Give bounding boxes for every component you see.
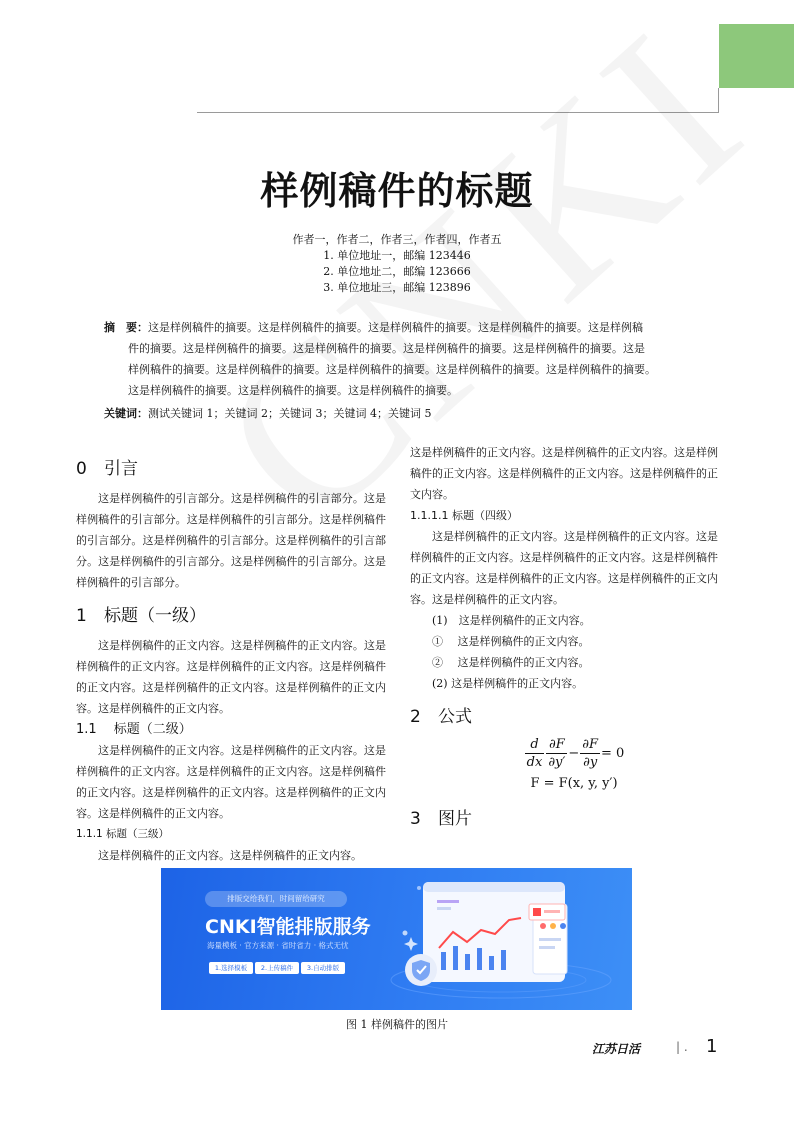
abstract-line: 这是样例稿件的摘要。这是样例稿件的摘要。这是样例稿件的摘要。 xyxy=(128,384,458,397)
affiliation: 2. 单位地址二，邮编 123666 xyxy=(323,265,471,278)
subsection-heading: 1.1 标题（二级） xyxy=(76,722,192,737)
author-list: 作者一，作者二，作者三，作者四，作者五 xyxy=(292,233,502,246)
paragraph: 这是样例稿件的正文内容。这是样例稿件的正文内容。这是样例稿件的正文内容。这是样例稿件的正文内容。这是样例稿件的正文内容。 xyxy=(410,446,718,501)
abstract-line: 件的摘要。这是样例稿件的摘要。这是样例稿件的摘要。这是样例稿件的摘要。这是样例稿件的摘要。这是 xyxy=(128,342,645,355)
section-heading: 2 公式 xyxy=(410,707,472,727)
equation-2: F = F(x, y, y′) xyxy=(530,776,618,791)
fraction: $\frac{d}{dx}$ xyxy=(526,737,543,770)
footer-brand: 江苏日活 xyxy=(592,1042,641,1056)
figure-caption: 图 1 样例稿件的图片 xyxy=(346,1018,448,1031)
author-block xyxy=(0,232,794,296)
footer-separator: | . xyxy=(676,1040,688,1054)
header-green-block xyxy=(719,24,794,88)
paragraph: 这是样例稿件的正文内容。这是样例稿件的正文内容。这是样例稿件的正文内容。这是样例稿件的正文内容。这是样例稿件的正文内容。这是样例稿件的正文内容。这是样例稿件的正文内容。这是样例稿件的正文内容。 xyxy=(76,639,386,715)
paragraph: 这是样例稿件的正文内容。这是样例稿件的正文内容。这是样例稿件的正文内容。这是样例稿件的正文内容。这是样例稿件的正文内容。这是样例稿件的正文内容。这是样例稿件的正文内容。这是样例稿件的正文内容。 xyxy=(76,744,386,820)
paper-title: 样例稿件的标题 xyxy=(260,169,534,213)
list-item: ② 这是样例稿件的正文内容。 xyxy=(432,656,590,669)
list-item: ① 这是样例稿件的正文内容。 xyxy=(432,635,590,648)
paragraph: 这是样例稿件的正文内容。这是样例稿件的正文内容。 xyxy=(98,849,362,862)
affiliation: 3. 单位地址三，邮编 123896 xyxy=(323,281,471,294)
paragraph: 这是样例稿件的正文内容。这是样例稿件的正文内容。这是样例稿件的正文内容。这是样例稿件的正文内容。这是样例稿件的正文内容。这是样例稿件的正文内容。这是样例稿件的正文内容。这是样例稿件的正文内容。 xyxy=(410,530,718,606)
banner-step: 1.选择模板 xyxy=(209,962,253,974)
right-column xyxy=(410,442,718,832)
abstract-line: 样例稿件的摘要。这是样例稿件的摘要。这是样例稿件的摘要。这是样例稿件的摘要。这是样例稿件的摘要。 xyxy=(128,363,656,376)
fraction: $\frac{\partial F}{\partial y}$ xyxy=(582,737,599,770)
figure-banner xyxy=(161,868,632,1010)
banner-step: 3.自动排版 xyxy=(301,962,345,974)
banner-step: 2.上传稿件 xyxy=(255,962,299,974)
level4-heading: 1.1.1.1 标题（四级） xyxy=(410,509,518,522)
banner-tags: 海量模板 · 官方来源 · 省时省力 · 格式无忧 xyxy=(207,941,349,950)
section-heading: 0 引言 xyxy=(76,459,138,479)
fraction: $\frac{\partial F}{\partial y'}$ xyxy=(548,737,566,770)
banner-pill: 排版交给我们，时间留给研究 xyxy=(205,891,347,907)
banner-headline: CNKI智能排版服务 xyxy=(205,916,371,938)
paragraph: 这是样例稿件的引言部分。这是样例稿件的引言部分。这是样例稿件的引言部分。这是样例稿件的引言部分。这是样例稿件的引言部分。这是样例稿件的引言部分。这是样例稿件的引言部分。这是样例稿件的引言部分。这是样例稿件的引言部分。这是样例稿件的引言部分。 xyxy=(76,492,386,589)
section-heading: 3 图片 xyxy=(410,809,472,829)
abstract-label: 摘 要： xyxy=(104,321,148,334)
left-column xyxy=(76,456,386,866)
page-number: 1 xyxy=(706,1036,718,1057)
subsubsection-heading: 1.1.1 标题（三级） xyxy=(76,828,170,840)
list-item: (1) 这是样例稿件的正文内容。 xyxy=(432,614,591,627)
equation-1: $\frac{d}{dx}$ $\frac{\partial F}{\partial y'}$ − $\frac{\partial F}{\partial y}$ = 0 xyxy=(526,737,625,770)
affiliation: 1. 单位地址一，邮编 123446 xyxy=(323,249,471,262)
section-heading: 1 标题（一级） xyxy=(76,606,206,626)
dashboard-illustration xyxy=(381,868,632,1010)
keywords-label: 关键词： xyxy=(104,407,148,420)
list-item: (2) 这是样例稿件的正文内容。 xyxy=(432,677,584,690)
keywords xyxy=(104,405,431,421)
keywords-text: 测试关键词 1；关键词 2；关键词 3；关键词 4；关键词 5 xyxy=(148,407,432,420)
abstract xyxy=(104,317,698,401)
abstract-line: 这是样例稿件的摘要。这是样例稿件的摘要。这是样例稿件的摘要。这是样例稿件的摘要。这是样例稿 xyxy=(148,321,643,334)
